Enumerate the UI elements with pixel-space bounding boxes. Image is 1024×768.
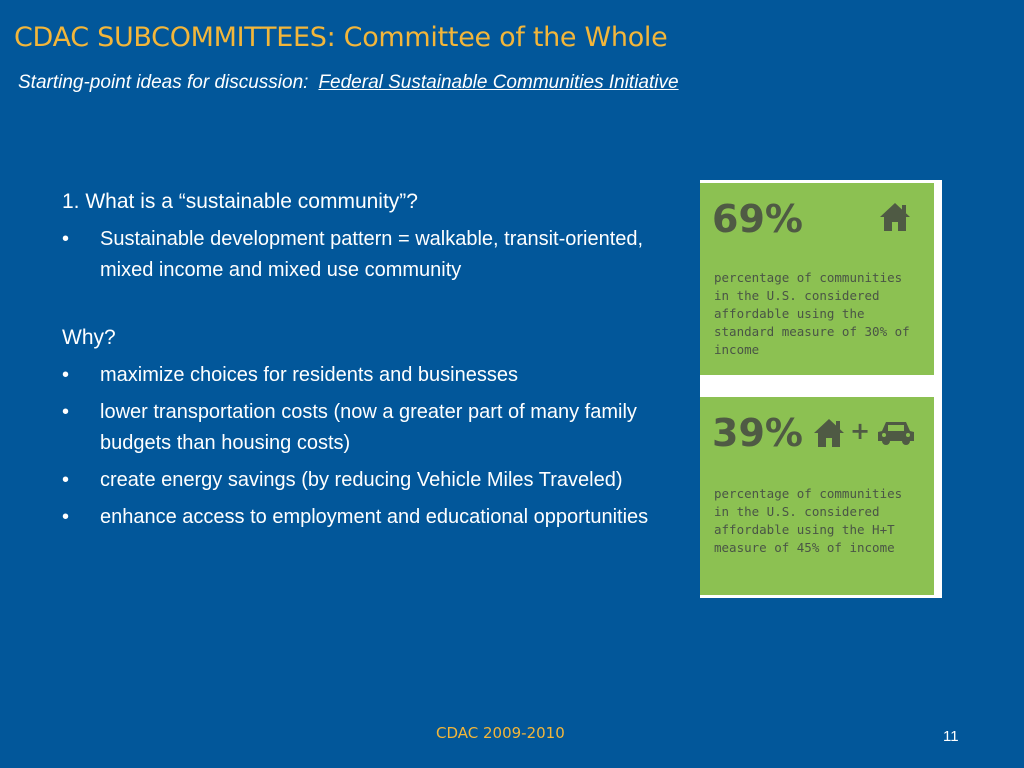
plus-icon: + xyxy=(850,417,871,445)
infographic-card-housing-transport xyxy=(700,397,934,595)
footer-text: CDAC 2009-2010 xyxy=(436,724,565,742)
car-icon xyxy=(876,419,916,447)
slide-content xyxy=(62,190,672,539)
definition-list xyxy=(62,224,672,286)
list-item-text: lower transportation costs (now a greater part of many family budgets than housing costs) xyxy=(100,401,637,454)
list-item-text: enhance access to employment and educational opportunities xyxy=(100,506,649,528)
reasons-list xyxy=(62,360,672,533)
infographic-card-housing xyxy=(700,183,934,375)
list-item-text: create energy savings (by reducing Vehicle Miles Traveled) xyxy=(100,469,623,491)
percent-description: percentage of communities in the U.S. considered affordable using the standard measure of 30% of income xyxy=(714,270,910,357)
subtitle-link[interactable]: Federal Sustainable Communities Initiative xyxy=(318,72,679,93)
bullet-icon: • xyxy=(62,401,70,423)
bullet-icon: • xyxy=(62,364,70,386)
question-heading: 1. What is a “sustainable community”? xyxy=(62,190,418,213)
slide-title: CDAC SUBCOMMITTEES: Committee of the Whole xyxy=(14,22,668,53)
list-item xyxy=(62,224,672,286)
house-icon xyxy=(812,417,846,449)
subtitle-prefix: Starting-point ideas for discussion: xyxy=(18,72,309,93)
percent-value: 39% xyxy=(712,411,803,455)
bullet-icon: • xyxy=(62,506,70,528)
slide-subtitle xyxy=(18,72,679,94)
percent-value: 69% xyxy=(712,197,803,241)
list-item-text: maximize choices for residents and businesses xyxy=(100,364,518,386)
bullet-icon: • xyxy=(62,469,70,491)
list-item xyxy=(62,465,672,496)
list-item xyxy=(62,502,672,533)
affordability-infographic xyxy=(700,180,942,598)
list-item xyxy=(62,360,672,391)
percent-description: percentage of communities in the U.S. considered affordable using the H+T measure of 45% of income xyxy=(714,486,903,555)
list-item-text: Sustainable development pattern = walkable, transit-oriented, mixed income and mixed use community xyxy=(100,228,644,281)
page-number: 11 xyxy=(943,728,959,745)
why-heading: Why? xyxy=(62,326,116,349)
bullet-icon: • xyxy=(62,228,70,250)
list-item xyxy=(62,397,672,459)
house-icon xyxy=(878,201,912,233)
